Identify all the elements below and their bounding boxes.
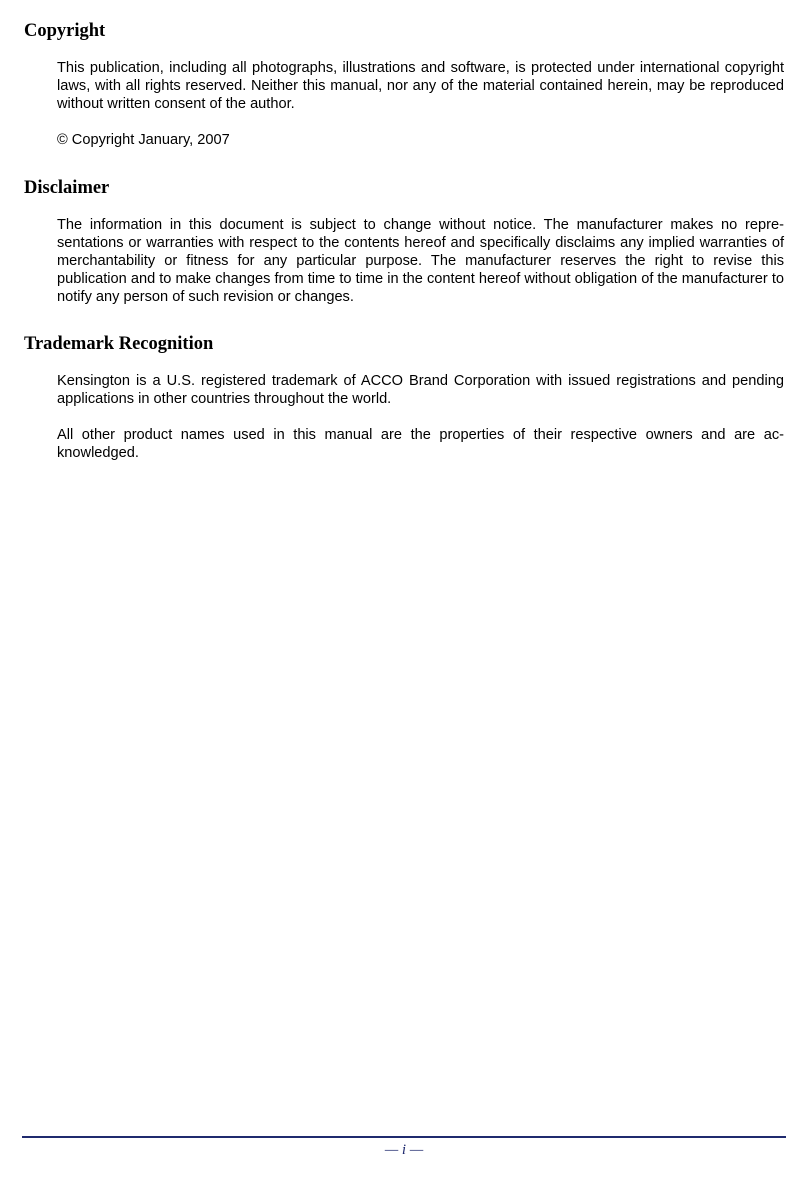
trademark-paragraph-other-products: All other product names used in this manual are the properties of their respective owners and are acknowledged.: [57, 427, 784, 461]
trademark-paragraph-kensington: Kensington is a U.S. registered trademark of ACCO Brand Corporation with issued registrations and pending applications in other countries throughout the world.: [57, 373, 784, 407]
copyright-paragraph: This publication, including all photographs, illustrations and software, is protected under international copyright laws, with all rights reserved. Neither this manual, nor any of the material contained herein, may be reproduced without written consent of the author.: [57, 60, 784, 112]
disclaimer-paragraph: The information in this document is subject to change without notice. The manufacturer makes no representations or warranties with respect to the contents hereof and specifically disclaims any implied warranties of merchantability or fitness for any particular purpose. The manufacturer reserves the right to revise this publication and to make changes from time to time in the content hereof without obligation of the manufacturer to notify any person of such revision or changes.: [57, 217, 784, 305]
footer-rule: [22, 1136, 786, 1138]
page-number: — i —: [384, 1142, 424, 1158]
copyright-heading: Copyright: [24, 21, 106, 41]
copyright-notice: © Copyright January, 2007: [57, 132, 230, 148]
disclaimer-heading: Disclaimer: [24, 178, 110, 198]
trademark-heading: Trademark Recognition: [24, 334, 214, 354]
